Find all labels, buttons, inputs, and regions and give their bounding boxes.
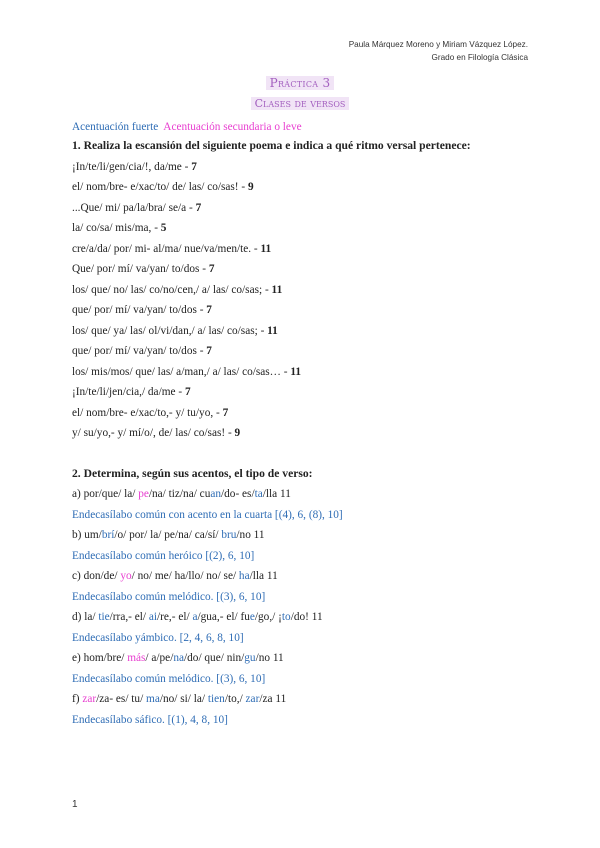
- poem-line: [72, 259, 542, 280]
- header-authors: Paula Márquez Moreno y Miriam Vázquez López.: [348, 40, 528, 49]
- verse-text: /za 11: [259, 693, 287, 705]
- verse-type-answer: Endecasílabo sáfico. [(1), 4, 8, 10]: [72, 713, 228, 726]
- poem-line-text: cre/a/da/ por/ mi- al/ma/ nue/va/men/te. -: [72, 242, 261, 255]
- page-header: [349, 38, 528, 64]
- strong-accent-syllable: tien: [207, 693, 225, 705]
- verse-type-answer: Endecasílabo común melódico. [(3), 6, 10]: [72, 672, 266, 685]
- strong-accent-syllable: zar: [245, 693, 260, 705]
- poem-scansion: [72, 157, 542, 444]
- verse-text: /re,- el/: [157, 611, 193, 623]
- weak-accent-syllable: pe: [138, 488, 149, 500]
- strong-accent-syllable: ha: [238, 570, 250, 582]
- verse-text: /gua,- el/ fu: [197, 611, 250, 623]
- verse-text: / no/ me/ ha/llo/ no/ se/: [131, 570, 239, 582]
- verse-text: f): [72, 693, 83, 705]
- poem-line: [72, 280, 542, 301]
- verse-type-list: [72, 484, 542, 730]
- poem-line-text: ¡In/te/li/jen/cia,/ da/me -: [72, 386, 185, 398]
- poem-line: [72, 157, 542, 178]
- poem-line-text: los/ que/ ya/ las/ ol/vi/dan,/ a/ las/ co/sas; -: [72, 324, 268, 337]
- poem-line: [72, 218, 542, 239]
- document-title: [0, 76, 600, 90]
- poem-line-text: que/ por/ mí/ va/yan/ to/dos -: [72, 304, 207, 316]
- poem-line-text: Que/ por/ mí/ va/yan/ to/dos -: [72, 263, 209, 275]
- poem-line: [72, 300, 542, 321]
- syllable-count: 7: [208, 263, 215, 275]
- poem-line-text: ...Que/ mi/ pa/la/bra/ se/a -: [72, 201, 196, 214]
- syllable-count: 5: [160, 222, 167, 234]
- verse-text: a) por/que/ la/: [72, 488, 139, 500]
- strong-accent-syllable: na: [173, 652, 185, 664]
- strong-accent-syllable: gu: [244, 652, 256, 664]
- poem-line-text: los/ que/ no/ las/ co/no/cen,/ a/ las/ co/sas; -: [72, 283, 272, 296]
- verse-text: /no 11: [255, 652, 284, 664]
- verse-text: /lla 11: [249, 570, 278, 582]
- verse-text: /do! 11: [290, 611, 323, 623]
- strong-accent-syllable: a: [192, 611, 198, 623]
- verse-text: /go,/ ¡: [254, 611, 282, 623]
- header-degree: Grado en Filología Clásica: [431, 53, 528, 62]
- poem-line: [72, 403, 542, 424]
- weak-accent-syllable: más: [127, 652, 146, 664]
- verse-text: /no/ si/ la/: [159, 693, 208, 705]
- strong-accent-syllable: ta: [254, 488, 263, 500]
- poem-line-text: que/ por/ mí/ va/yan/ to/dos -: [72, 345, 207, 357]
- verse-line: [72, 607, 542, 628]
- verse-type-answer: Endecasílabo común con acento en la cuarta [(4), 6, (8), 10]: [72, 508, 343, 521]
- legend-weak: Acentuación secundaria o leve: [163, 121, 302, 133]
- page-number: 1: [72, 799, 78, 810]
- verse-text: c) don/de/: [72, 570, 121, 582]
- syllable-count: 7: [206, 345, 212, 357]
- poem-line: [72, 239, 542, 260]
- verse-line: [72, 525, 542, 546]
- verse-line: [72, 648, 542, 669]
- verse-type-answer: Endecasílabo yámbico. [2, 4, 6, 8, 10]: [72, 631, 244, 644]
- verse-text: /o/ por/ la/ pe/na/ ca/sí/: [114, 529, 222, 541]
- strong-accent-syllable: bru: [221, 529, 237, 541]
- accent-legend: [72, 119, 542, 136]
- syllable-count: 7: [191, 160, 197, 173]
- verse-text: /rra,- el/: [109, 611, 149, 623]
- syllable-count: 11: [267, 324, 278, 337]
- syllable-count: 7: [195, 201, 202, 214]
- syllable-count: 7: [206, 304, 212, 316]
- verse-text: /to,/: [224, 693, 246, 705]
- poem-line: [72, 177, 542, 198]
- strong-accent-syllable: an: [210, 488, 222, 500]
- section1-heading: 1. Realiza la escansión del siguiente poema e indica a qué ritmo versal pertenece:: [72, 139, 471, 152]
- verse-text: /za- es/ tu/: [96, 693, 147, 705]
- weak-accent-syllable: zar: [82, 693, 97, 705]
- poem-line: [72, 341, 542, 362]
- syllable-count: 9: [247, 181, 254, 193]
- verse-type-answer: Endecasílabo común heróico [(2), 6, 10]: [72, 549, 255, 562]
- document-subtitle: [0, 97, 600, 110]
- verse-text: e) hom/bre/: [72, 652, 128, 664]
- verse-text: /do- es/: [221, 488, 255, 500]
- section2-heading: 2. Determina, según sus acentos, el tipo de verso:: [72, 466, 313, 480]
- verse-line: [72, 566, 542, 587]
- verse-text: /do/ que/ nin/: [184, 652, 245, 664]
- syllable-count: 7: [184, 386, 191, 398]
- poem-line-text: la/ co/sa/ mis/ma, -: [72, 222, 161, 234]
- verse-text: /lla 11: [262, 488, 291, 500]
- title-text: Práctica 3: [266, 76, 335, 90]
- poem-line: [72, 382, 542, 403]
- syllable-count: 9: [234, 427, 241, 439]
- poem-line: [72, 321, 542, 342]
- subtitle-text: Clases de versos: [251, 97, 350, 110]
- verse-line: [72, 484, 542, 505]
- legend-strong: Acentuación fuerte: [72, 121, 159, 133]
- verse-text: / a/pe/: [145, 652, 174, 664]
- poem-line: [72, 198, 542, 219]
- strong-accent-syllable: tie: [98, 611, 110, 623]
- poem-line: [72, 362, 542, 383]
- verse-text: d) la/: [72, 611, 99, 623]
- strong-accent-syllable: ma: [146, 693, 160, 705]
- poem-line: [72, 423, 542, 444]
- verse-type-answer: Endecasílabo común melódico. [(3), 6, 10]: [72, 590, 266, 603]
- syllable-count: 11: [271, 283, 283, 296]
- poem-line-text: el/ nom/bre- e/xac/to,- y/ tu/yo, -: [72, 406, 223, 419]
- syllable-count: 11: [260, 242, 272, 255]
- poem-line-text: el/ nom/bre- e/xac/to/ de/ las/ co/sas! -: [72, 181, 248, 193]
- syllable-count: 7: [222, 406, 229, 419]
- document-body: [72, 119, 542, 730]
- verse-line: [72, 689, 542, 710]
- strong-accent-syllable: e: [249, 611, 255, 623]
- verse-text: /no 11: [236, 529, 265, 541]
- strong-accent-syllable: to: [281, 611, 291, 623]
- strong-accent-syllable: ai: [148, 611, 158, 623]
- spacer: [72, 444, 542, 464]
- verse-text: /na/ tiz/na/ cu: [148, 488, 211, 500]
- verse-text: b) um/: [72, 529, 102, 541]
- poem-line-text: los/ mis/mos/ que/ las/ a/man,/ a/ las/ co/sas… -: [72, 365, 291, 378]
- weak-accent-syllable: yo: [120, 570, 132, 582]
- strong-accent-syllable: brí: [101, 529, 115, 541]
- poem-line-text: y/ su/yo,- y/ mí/o/, de/ las/ co/sas! -: [72, 427, 235, 439]
- poem-line-text: ¡In/te/li/gen/cia/!, da/me -: [72, 160, 192, 173]
- syllable-count: 11: [290, 365, 302, 378]
